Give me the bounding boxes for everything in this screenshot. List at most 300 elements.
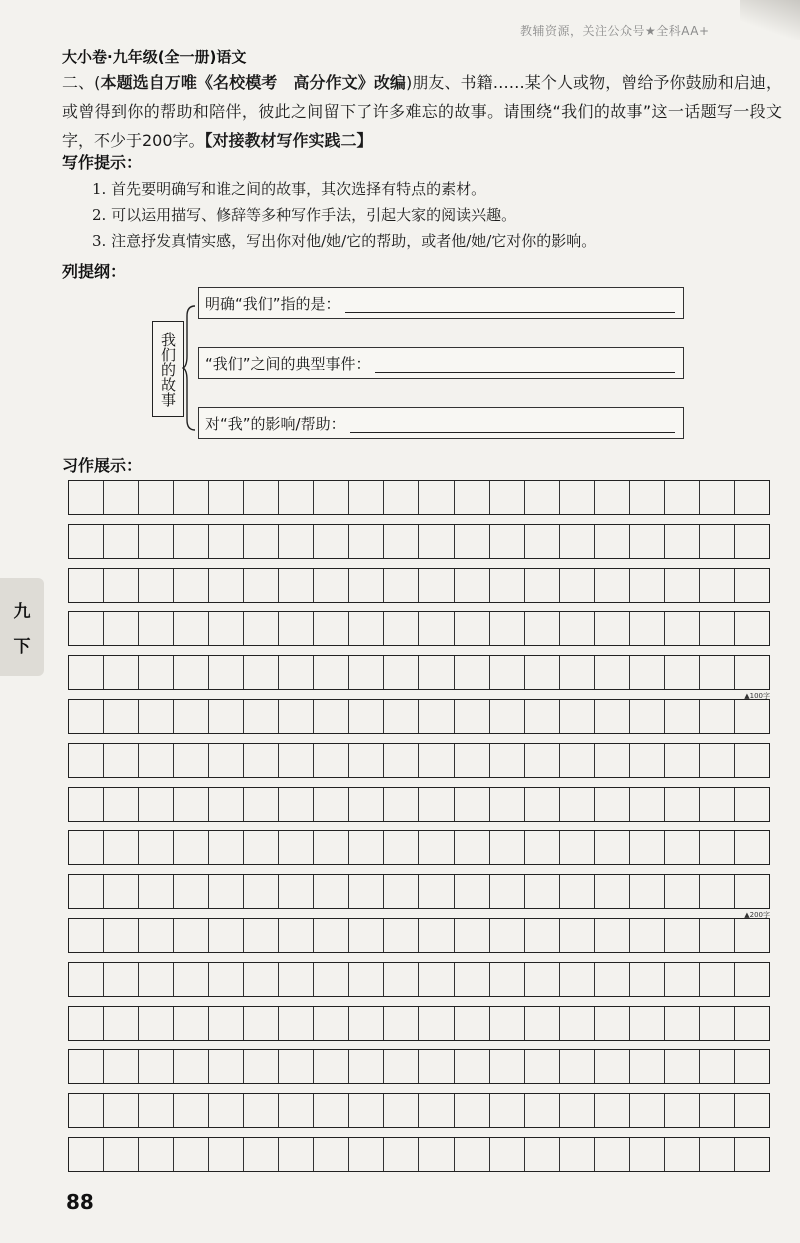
grid-cell[interactable] [525, 1007, 560, 1040]
grid-cell[interactable] [104, 700, 139, 733]
grid-cell[interactable] [104, 831, 139, 864]
grid-cell[interactable] [244, 700, 279, 733]
grid-cell[interactable] [490, 481, 525, 514]
grid-cell[interactable] [419, 612, 454, 645]
grid-cell[interactable] [209, 919, 244, 952]
grid-cell[interactable] [279, 612, 314, 645]
grid-cell[interactable] [174, 1007, 209, 1040]
grid-cell[interactable] [279, 1050, 314, 1083]
grid-cell[interactable] [244, 744, 279, 777]
grid-cell[interactable] [69, 744, 104, 777]
grid-cell[interactable] [455, 1094, 490, 1127]
grid-cell[interactable] [455, 831, 490, 864]
grid-cell[interactable] [630, 875, 665, 908]
grid-cell[interactable] [104, 612, 139, 645]
grid-cell[interactable] [279, 525, 314, 558]
grid-cell[interactable] [174, 963, 209, 996]
grid-cell[interactable] [349, 656, 384, 689]
grid-cell[interactable] [384, 744, 419, 777]
grid-cell[interactable] [595, 700, 630, 733]
grid-cell[interactable] [104, 656, 139, 689]
grid-cell[interactable] [419, 963, 454, 996]
grid-cell[interactable] [279, 1094, 314, 1127]
grid-cell[interactable] [560, 656, 595, 689]
grid-cell[interactable] [174, 569, 209, 602]
grid-cell[interactable] [665, 1050, 700, 1083]
grid-cell[interactable] [630, 1007, 665, 1040]
grid-cell[interactable] [560, 831, 595, 864]
grid-cell[interactable] [209, 1094, 244, 1127]
grid-cell[interactable] [209, 700, 244, 733]
grid-cell[interactable] [700, 1007, 735, 1040]
grid-cell[interactable] [209, 831, 244, 864]
grid-cell[interactable] [209, 569, 244, 602]
grid-cell[interactable] [139, 919, 174, 952]
grid-cell[interactable] [419, 656, 454, 689]
grid-cell[interactable] [174, 744, 209, 777]
grid-cell[interactable] [384, 1138, 419, 1171]
grid-cell[interactable] [139, 788, 174, 821]
grid-cell[interactable] [384, 788, 419, 821]
grid-cell[interactable] [630, 744, 665, 777]
grid-cell[interactable] [700, 875, 735, 908]
grid-cell[interactable] [595, 656, 630, 689]
grid-cell[interactable] [314, 1050, 349, 1083]
grid-cell[interactable] [139, 744, 174, 777]
grid-cell[interactable] [595, 1007, 630, 1040]
grid-cell[interactable] [525, 831, 560, 864]
grid-cell[interactable] [349, 1007, 384, 1040]
grid-cell[interactable] [490, 656, 525, 689]
grid-cell[interactable] [314, 831, 349, 864]
grid-cell[interactable] [525, 963, 560, 996]
grid-cell[interactable] [139, 569, 174, 602]
grid-cell[interactable] [735, 1094, 769, 1127]
grid-cell[interactable] [630, 525, 665, 558]
grid-cell[interactable] [384, 963, 419, 996]
grid-cell[interactable] [735, 788, 769, 821]
grid-cell[interactable] [69, 656, 104, 689]
grid-cell[interactable] [455, 481, 490, 514]
grid-cell[interactable] [244, 481, 279, 514]
grid-cell[interactable] [560, 788, 595, 821]
grid-cell[interactable] [560, 1007, 595, 1040]
grid-cell[interactable] [279, 831, 314, 864]
grid-cell[interactable] [244, 1007, 279, 1040]
grid-cell[interactable] [560, 963, 595, 996]
grid-cell[interactable] [314, 919, 349, 952]
grid-cell[interactable] [700, 481, 735, 514]
grid-cell[interactable] [69, 569, 104, 602]
grid-cell[interactable] [279, 875, 314, 908]
grid-cell[interactable] [595, 919, 630, 952]
grid-cell[interactable] [735, 744, 769, 777]
grid-cell[interactable] [314, 788, 349, 821]
grid-cell[interactable] [419, 1050, 454, 1083]
grid-cell[interactable] [244, 919, 279, 952]
grid-cell[interactable] [174, 788, 209, 821]
grid-cell[interactable] [384, 525, 419, 558]
grid-cell[interactable] [735, 700, 769, 733]
grid-cell[interactable] [349, 963, 384, 996]
grid-cell[interactable] [384, 700, 419, 733]
grid-cell[interactable] [314, 700, 349, 733]
grid-cell[interactable] [700, 963, 735, 996]
grid-cell[interactable] [244, 963, 279, 996]
grid-cell[interactable] [630, 656, 665, 689]
grid-cell[interactable] [244, 1138, 279, 1171]
grid-cell[interactable] [314, 1094, 349, 1127]
grid-cell[interactable] [560, 481, 595, 514]
grid-cell[interactable] [455, 788, 490, 821]
grid-cell[interactable] [525, 875, 560, 908]
grid-cell[interactable] [490, 788, 525, 821]
grid-cell[interactable] [244, 1094, 279, 1127]
grid-cell[interactable] [630, 1138, 665, 1171]
grid-cell[interactable] [314, 1007, 349, 1040]
grid-cell[interactable] [700, 831, 735, 864]
grid-cell[interactable] [349, 1094, 384, 1127]
grid-cell[interactable] [139, 1050, 174, 1083]
outline-box-impact[interactable] [198, 407, 684, 439]
grid-cell[interactable] [735, 963, 769, 996]
grid-cell[interactable] [735, 481, 769, 514]
grid-cell[interactable] [595, 744, 630, 777]
grid-cell[interactable] [665, 656, 700, 689]
grid-cell[interactable] [700, 700, 735, 733]
grid-cell[interactable] [314, 1138, 349, 1171]
grid-cell[interactable] [139, 481, 174, 514]
grid-cell[interactable] [490, 1138, 525, 1171]
grid-cell[interactable] [700, 744, 735, 777]
grid-cell[interactable] [525, 656, 560, 689]
grid-cell[interactable] [384, 612, 419, 645]
grid-cell[interactable] [69, 831, 104, 864]
grid-cell[interactable] [174, 481, 209, 514]
grid-cell[interactable] [595, 875, 630, 908]
grid-cell[interactable] [665, 831, 700, 864]
grid-cell[interactable] [735, 831, 769, 864]
grid-cell[interactable] [104, 1007, 139, 1040]
grid-cell[interactable] [104, 481, 139, 514]
grid-cell[interactable] [455, 744, 490, 777]
grid-cell[interactable] [595, 569, 630, 602]
grid-cell[interactable] [700, 919, 735, 952]
grid-cell[interactable] [560, 1138, 595, 1171]
grid-cell[interactable] [455, 700, 490, 733]
grid-cell[interactable] [419, 875, 454, 908]
grid-cell[interactable] [595, 1094, 630, 1127]
grid-cell[interactable] [244, 788, 279, 821]
grid-cell[interactable] [174, 1138, 209, 1171]
grid-cell[interactable] [104, 875, 139, 908]
grid-cell[interactable] [139, 700, 174, 733]
grid-cell[interactable] [665, 875, 700, 908]
grid-cell[interactable] [209, 1138, 244, 1171]
grid-cell[interactable] [630, 612, 665, 645]
grid-cell[interactable] [525, 788, 560, 821]
grid-cell[interactable] [630, 831, 665, 864]
grid-cell[interactable] [560, 612, 595, 645]
grid-cell[interactable] [139, 1138, 174, 1171]
grid-cell[interactable] [419, 831, 454, 864]
grid-cell[interactable] [665, 1094, 700, 1127]
grid-cell[interactable] [735, 1007, 769, 1040]
grid-cell[interactable] [209, 656, 244, 689]
grid-cell[interactable] [209, 525, 244, 558]
grid-cell[interactable] [665, 788, 700, 821]
grid-cell[interactable] [560, 525, 595, 558]
grid-cell[interactable] [349, 875, 384, 908]
grid-cell[interactable] [525, 1050, 560, 1083]
outline-box-event[interactable] [198, 347, 684, 379]
grid-cell[interactable] [244, 875, 279, 908]
grid-cell[interactable] [630, 788, 665, 821]
grid-cell[interactable] [490, 700, 525, 733]
grid-cell[interactable] [139, 1094, 174, 1127]
grid-cell[interactable] [349, 1050, 384, 1083]
grid-cell[interactable] [349, 525, 384, 558]
grid-cell[interactable] [279, 744, 314, 777]
grid-cell[interactable] [279, 569, 314, 602]
grid-cell[interactable] [630, 569, 665, 602]
grid-cell[interactable] [665, 612, 700, 645]
grid-cell[interactable] [174, 700, 209, 733]
grid-cell[interactable] [665, 525, 700, 558]
grid-cell[interactable] [139, 656, 174, 689]
grid-cell[interactable] [139, 1007, 174, 1040]
grid-cell[interactable] [630, 919, 665, 952]
grid-cell[interactable] [490, 875, 525, 908]
grid-cell[interactable] [209, 963, 244, 996]
grid-cell[interactable] [560, 919, 595, 952]
grid-cell[interactable] [419, 1094, 454, 1127]
grid-cell[interactable] [525, 744, 560, 777]
grid-cell[interactable] [525, 700, 560, 733]
grid-cell[interactable] [279, 656, 314, 689]
grid-cell[interactable] [349, 612, 384, 645]
grid-cell[interactable] [525, 1094, 560, 1127]
grid-cell[interactable] [69, 1138, 104, 1171]
grid-cell[interactable] [314, 875, 349, 908]
grid-cell[interactable] [455, 1007, 490, 1040]
grid-cell[interactable] [735, 1138, 769, 1171]
grid-cell[interactable] [490, 831, 525, 864]
grid-cell[interactable] [104, 569, 139, 602]
grid-cell[interactable] [314, 744, 349, 777]
grid-cell[interactable] [595, 1050, 630, 1083]
grid-cell[interactable] [595, 612, 630, 645]
outline-box-who[interactable] [198, 287, 684, 319]
grid-cell[interactable] [419, 700, 454, 733]
grid-cell[interactable] [560, 700, 595, 733]
grid-cell[interactable] [560, 569, 595, 602]
grid-cell[interactable] [279, 1007, 314, 1040]
grid-cell[interactable] [560, 875, 595, 908]
grid-cell[interactable] [525, 481, 560, 514]
answer-line[interactable] [350, 414, 675, 433]
grid-cell[interactable] [490, 612, 525, 645]
grid-cell[interactable] [174, 875, 209, 908]
grid-cell[interactable] [595, 1138, 630, 1171]
grid-cell[interactable] [349, 700, 384, 733]
grid-cell[interactable] [490, 569, 525, 602]
grid-cell[interactable] [455, 919, 490, 952]
grid-cell[interactable] [209, 1007, 244, 1040]
grid-cell[interactable] [69, 919, 104, 952]
grid-cell[interactable] [244, 569, 279, 602]
grid-cell[interactable] [700, 612, 735, 645]
grid-cell[interactable] [69, 1050, 104, 1083]
grid-cell[interactable] [490, 744, 525, 777]
grid-cell[interactable] [665, 963, 700, 996]
grid-cell[interactable] [349, 788, 384, 821]
grid-cell[interactable] [525, 569, 560, 602]
grid-cell[interactable] [174, 612, 209, 645]
grid-cell[interactable] [174, 1094, 209, 1127]
grid-cell[interactable] [455, 569, 490, 602]
grid-cell[interactable] [244, 1050, 279, 1083]
grid-cell[interactable] [735, 612, 769, 645]
grid-cell[interactable] [665, 700, 700, 733]
grid-cell[interactable] [69, 788, 104, 821]
grid-cell[interactable] [104, 919, 139, 952]
grid-cell[interactable] [419, 569, 454, 602]
grid-cell[interactable] [244, 612, 279, 645]
grid-cell[interactable] [279, 1138, 314, 1171]
grid-cell[interactable] [174, 525, 209, 558]
grid-cell[interactable] [244, 831, 279, 864]
answer-line[interactable] [375, 354, 675, 373]
grid-cell[interactable] [455, 1050, 490, 1083]
grid-cell[interactable] [700, 1094, 735, 1127]
grid-cell[interactable] [560, 1094, 595, 1127]
grid-cell[interactable] [455, 656, 490, 689]
grid-cell[interactable] [139, 875, 174, 908]
grid-cell[interactable] [595, 481, 630, 514]
grid-cell[interactable] [419, 744, 454, 777]
grid-cell[interactable] [384, 1007, 419, 1040]
grid-cell[interactable] [419, 919, 454, 952]
grid-cell[interactable] [419, 481, 454, 514]
grid-cell[interactable] [314, 481, 349, 514]
grid-cell[interactable] [209, 1050, 244, 1083]
grid-cell[interactable] [69, 525, 104, 558]
grid-cell[interactable] [209, 744, 244, 777]
grid-cell[interactable] [735, 569, 769, 602]
grid-cell[interactable] [349, 744, 384, 777]
grid-cell[interactable] [665, 481, 700, 514]
grid-cell[interactable] [700, 525, 735, 558]
grid-cell[interactable] [349, 1138, 384, 1171]
grid-cell[interactable] [279, 788, 314, 821]
grid-cell[interactable] [665, 744, 700, 777]
grid-cell[interactable] [104, 525, 139, 558]
grid-cell[interactable] [209, 481, 244, 514]
grid-cell[interactable] [209, 875, 244, 908]
grid-cell[interactable] [314, 569, 349, 602]
grid-cell[interactable] [314, 612, 349, 645]
grid-cell[interactable] [665, 919, 700, 952]
grid-cell[interactable] [69, 612, 104, 645]
grid-cell[interactable] [700, 569, 735, 602]
grid-cell[interactable] [104, 788, 139, 821]
answer-line[interactable] [345, 294, 675, 313]
grid-cell[interactable] [455, 875, 490, 908]
grid-cell[interactable] [490, 919, 525, 952]
grid-cell[interactable] [279, 700, 314, 733]
grid-cell[interactable] [490, 1094, 525, 1127]
grid-cell[interactable] [560, 744, 595, 777]
grid-cell[interactable] [314, 656, 349, 689]
grid-cell[interactable] [209, 612, 244, 645]
grid-cell[interactable] [525, 1138, 560, 1171]
grid-cell[interactable] [700, 1138, 735, 1171]
grid-cell[interactable] [279, 481, 314, 514]
grid-cell[interactable] [735, 919, 769, 952]
grid-cell[interactable] [384, 481, 419, 514]
grid-cell[interactable] [735, 875, 769, 908]
grid-cell[interactable] [384, 831, 419, 864]
grid-cell[interactable] [349, 831, 384, 864]
grid-cell[interactable] [174, 831, 209, 864]
grid-cell[interactable] [279, 919, 314, 952]
grid-cell[interactable] [384, 1094, 419, 1127]
grid-cell[interactable] [665, 1007, 700, 1040]
grid-cell[interactable] [104, 1094, 139, 1127]
grid-cell[interactable] [384, 1050, 419, 1083]
grid-cell[interactable] [139, 831, 174, 864]
grid-cell[interactable] [69, 875, 104, 908]
grid-cell[interactable] [279, 963, 314, 996]
grid-cell[interactable] [735, 1050, 769, 1083]
grid-cell[interactable] [69, 481, 104, 514]
grid-cell[interactable] [69, 700, 104, 733]
grid-cell[interactable] [104, 1138, 139, 1171]
grid-cell[interactable] [384, 656, 419, 689]
grid-cell[interactable] [490, 525, 525, 558]
grid-cell[interactable] [525, 919, 560, 952]
grid-cell[interactable] [700, 788, 735, 821]
grid-cell[interactable] [244, 525, 279, 558]
grid-cell[interactable] [455, 612, 490, 645]
grid-cell[interactable] [490, 1050, 525, 1083]
grid-cell[interactable] [455, 963, 490, 996]
grid-cell[interactable] [525, 612, 560, 645]
grid-cell[interactable] [104, 744, 139, 777]
grid-cell[interactable] [244, 656, 279, 689]
grid-cell[interactable] [735, 656, 769, 689]
grid-cell[interactable] [384, 919, 419, 952]
grid-cell[interactable] [349, 569, 384, 602]
grid-cell[interactable] [174, 656, 209, 689]
grid-cell[interactable] [595, 831, 630, 864]
grid-cell[interactable] [700, 656, 735, 689]
grid-cell[interactable] [349, 481, 384, 514]
grid-cell[interactable] [174, 919, 209, 952]
grid-cell[interactable] [174, 1050, 209, 1083]
grid-cell[interactable] [595, 788, 630, 821]
grid-cell[interactable] [735, 525, 769, 558]
grid-cell[interactable] [209, 788, 244, 821]
grid-cell[interactable] [595, 963, 630, 996]
grid-cell[interactable] [419, 1007, 454, 1040]
grid-cell[interactable] [525, 525, 560, 558]
grid-cell[interactable] [630, 963, 665, 996]
grid-cell[interactable] [314, 963, 349, 996]
grid-cell[interactable] [490, 1007, 525, 1040]
grid-cell[interactable] [630, 1050, 665, 1083]
